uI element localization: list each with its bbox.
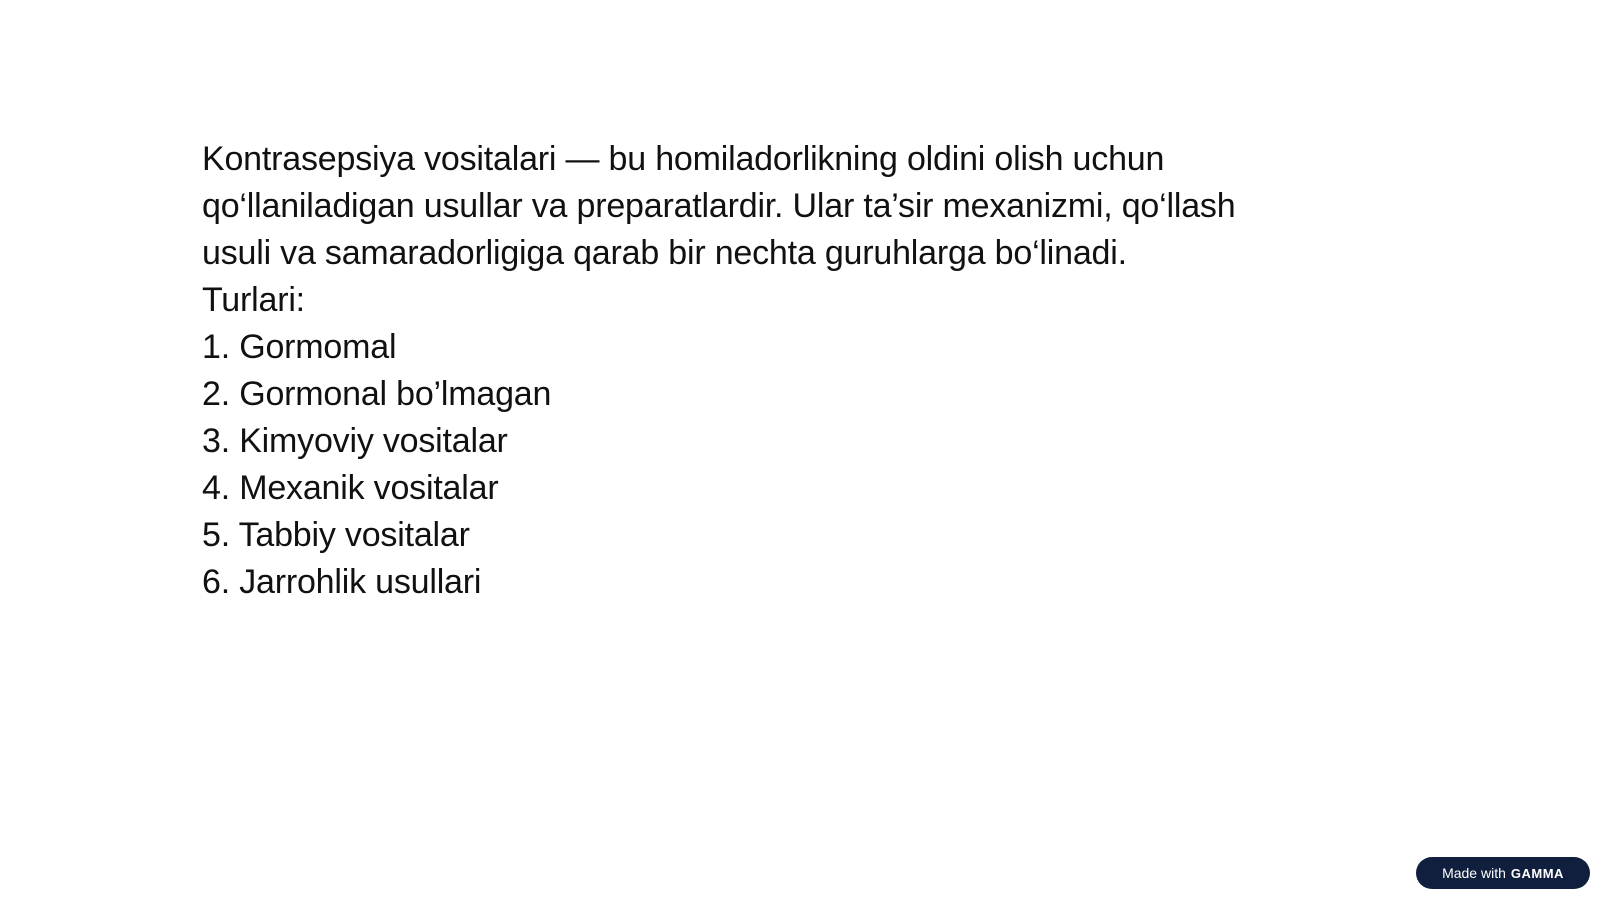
gamma-logo: GAMMA xyxy=(1510,865,1564,881)
types-heading: Turlari: xyxy=(202,281,305,319)
list-item: 4. Mexanik vositalar xyxy=(202,469,499,507)
list-item: 5. Tabbiy vositalar xyxy=(202,516,470,554)
list-item: 6. Jarrohlik usullari xyxy=(202,563,482,601)
intro-paragraph: Kontrasepsiya vositalari — bu homiladorlikning oldini olish uchun qo‘llaniladigan usullar va preparatlardir. Ular ta’sir mexanizmi, qo‘llash usuli va samaradorligiga qarab bir nechta guruhlarga bo‘linadi. xyxy=(202,140,1236,272)
badge-prefix: Made with xyxy=(1442,865,1506,881)
slide-content xyxy=(202,136,1262,606)
made-with-gamma-badge[interactable] xyxy=(1416,857,1590,889)
types-list xyxy=(202,324,1262,606)
list-item: 1. Gormomal xyxy=(202,328,397,366)
list-item: 3. Kimyoviy vositalar xyxy=(202,422,508,460)
list-item: 2. Gormonal bo’lmagan xyxy=(202,375,552,413)
